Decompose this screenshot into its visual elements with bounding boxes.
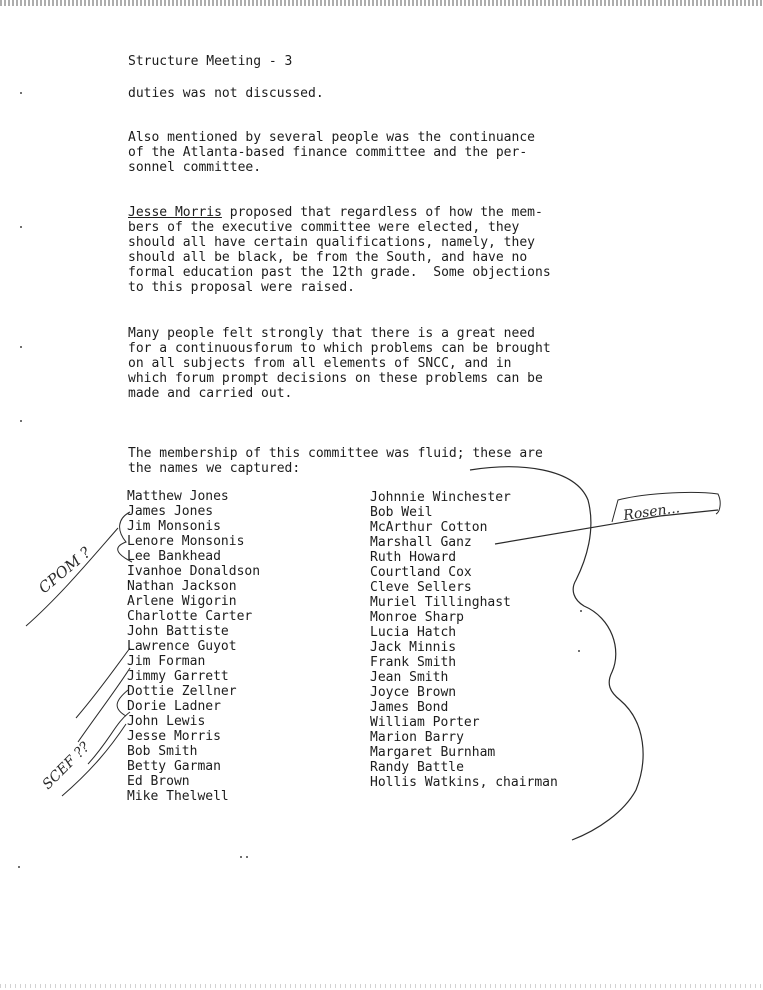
scan-speck: [240, 856, 242, 858]
underlined-name: Jesse Morris: [128, 205, 222, 220]
list-item: Lawrence Guyot: [127, 639, 237, 654]
paragraph-line: bers of the executive committee were elected, they: [128, 220, 520, 235]
list-item: Jimmy Garrett: [127, 669, 229, 684]
list-item: Joyce Brown: [370, 685, 457, 700]
list-item: Frank Smith: [370, 655, 457, 670]
list-item: John Battiste: [127, 624, 229, 639]
list-item: Jim Monsonis: [127, 519, 221, 534]
list-item: Dorie Ladner: [127, 699, 221, 714]
paragraph-line: on all subjects from all elements of SNCC, and in: [128, 356, 512, 371]
scan-speck: [20, 420, 22, 422]
paragraph-line: should all have certain qualifications, namely, they: [128, 235, 535, 250]
paragraph-line: Many people felt strongly that there is a great need: [128, 326, 535, 341]
scan-speck: [20, 346, 22, 348]
check-mark: [78, 668, 130, 742]
paragraph-line: the names we captured:: [128, 461, 301, 476]
check-mark: [117, 690, 128, 716]
list-item: Johnnie Winchester: [370, 490, 511, 505]
scan-speck: [20, 92, 22, 94]
paragraph-text: proposed that regardless of how the mem-: [221, 205, 543, 220]
paragraph-line: to this proposal were raised.: [128, 280, 355, 295]
connector-line: [495, 510, 718, 544]
list-item: Cleve Sellers: [370, 580, 472, 595]
scan-speck: [580, 610, 582, 612]
list-item: Randy Battle: [370, 760, 464, 775]
list-item: Arlene Wigorin: [127, 594, 237, 609]
list-item: Bob Weil: [370, 505, 433, 520]
handwritten-note-scef: SCEF ??: [39, 739, 94, 793]
list-item: Charlotte Carter: [127, 609, 253, 624]
paragraph-line: which forum prompt decisions on these problems can be: [128, 371, 543, 386]
list-item: Ed Brown: [127, 774, 190, 789]
scan-speck: [18, 866, 20, 868]
list-item: Jesse Morris: [127, 729, 221, 744]
paragraph-line: made and carried out.: [128, 386, 293, 401]
paragraph-line: for a continuousforum to which problems can be brought: [128, 341, 551, 356]
paragraph-line: of the Atlanta-based finance committee and the per-: [128, 145, 528, 160]
check-mark: [118, 512, 132, 562]
handwritten-note-rosen: Rosen...: [622, 500, 681, 524]
paragraph-line: formal education past the 12th grade. Some objections: [128, 265, 551, 280]
scan-speck: [246, 856, 248, 858]
scan-speck: [578, 650, 580, 652]
list-item: Jim Forman: [127, 654, 206, 669]
handwritten-note-cpom: CPOM ?: [35, 543, 95, 598]
list-item: Jack Minnis: [370, 640, 457, 655]
list-item: Dottie Zellner: [127, 684, 237, 699]
list-item: Marion Barry: [370, 730, 464, 745]
list-item: Ruth Howard: [370, 550, 457, 565]
list-item: Betty Garman: [127, 759, 221, 774]
page-header: Structure Meeting - 3: [128, 54, 293, 69]
paragraph-line: duties was not discussed.: [128, 86, 324, 101]
list-item: Matthew Jones: [127, 489, 229, 504]
list-item: Hollis Watkins, chairman: [370, 775, 558, 790]
paragraph-line: The membership of this committee was fluid; these are: [128, 446, 543, 461]
paragraph-line: should all be black, be from the South, and have no: [128, 250, 528, 265]
list-item: Muriel Tillinghast: [370, 595, 511, 610]
list-item: Nathan Jackson: [127, 579, 237, 594]
list-item: James Jones: [127, 504, 214, 519]
paragraph-line: Also mentioned by several people was the continuance: [128, 130, 535, 145]
list-item: Bob Smith: [127, 744, 198, 759]
left-curve-mark: [26, 528, 118, 626]
list-item: Lee Bankhead: [127, 549, 221, 564]
list-item: Lucia Hatch: [370, 625, 457, 640]
list-item: Jean Smith: [370, 670, 449, 685]
list-item: William Porter: [370, 715, 480, 730]
scan-bottom-edge: [0, 984, 763, 988]
list-item: McArthur Cotton: [370, 520, 488, 535]
list-item: James Bond: [370, 700, 449, 715]
list-item: Lenore Monsonis: [127, 534, 245, 549]
list-item: Mike Thelwell: [127, 789, 229, 804]
list-item: Courtland Cox: [370, 565, 472, 580]
scan-speck: [20, 226, 22, 228]
list-item: Monroe Sharp: [370, 610, 464, 625]
list-item: John Lewis: [127, 714, 206, 729]
list-item: Marshall Ganz: [370, 535, 472, 550]
list-item: Margaret Burnham: [370, 745, 496, 760]
list-item: Ivanhoe Donaldson: [127, 564, 261, 579]
paragraph-line: sonnel committee.: [128, 160, 262, 175]
